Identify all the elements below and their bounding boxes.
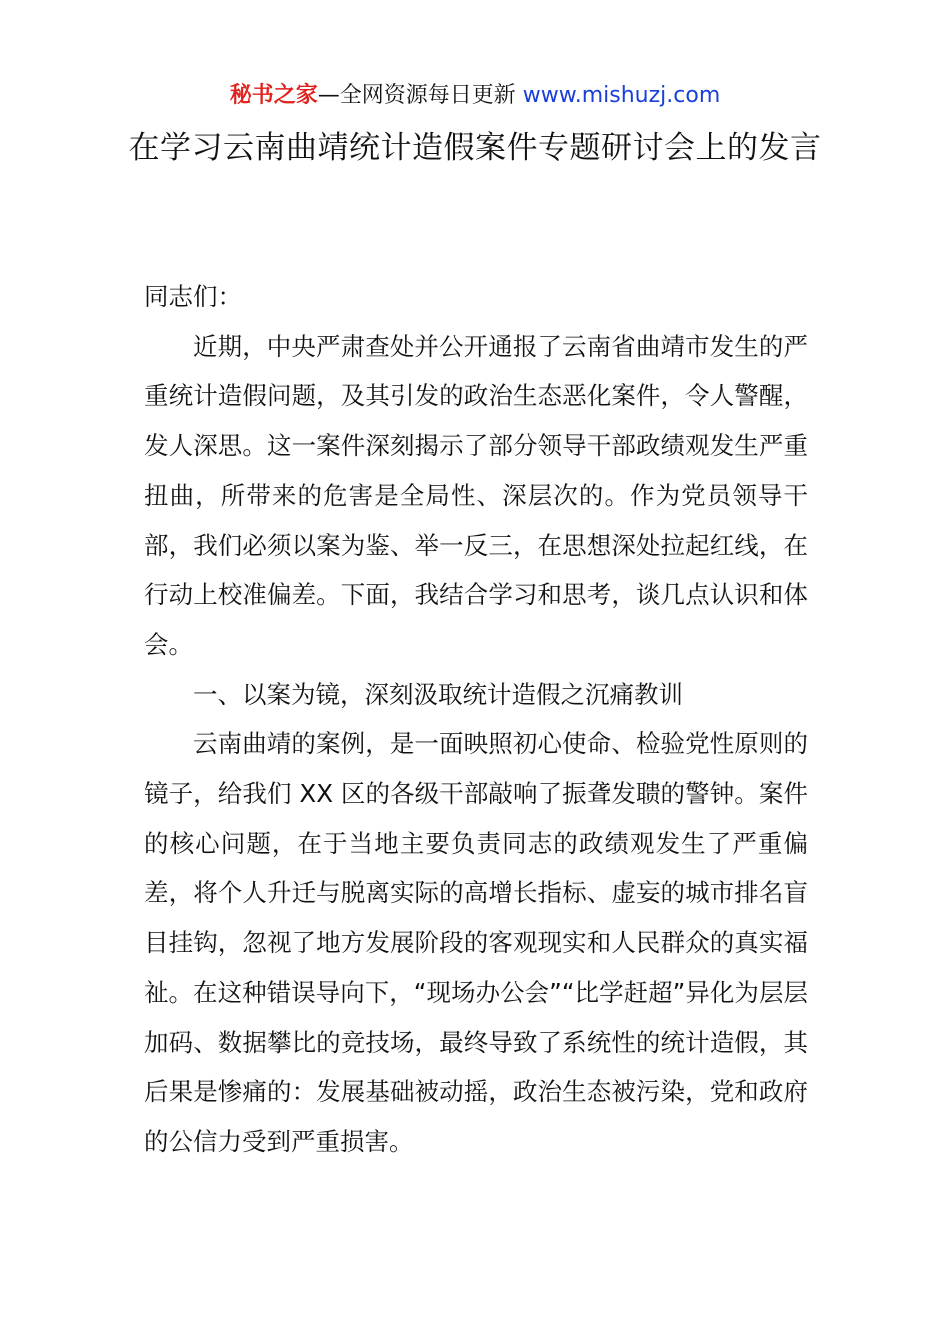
- site-url-link[interactable]: www.mishuzj.com: [522, 83, 721, 108]
- document-body: [144, 272, 808, 1167]
- header-tagline: —全网资源每日更新: [317, 83, 516, 108]
- intro-paragraph: 近期，中央严肃查处并公开通报了云南省曲靖市发生的严重统计造假问题，及其引发的政治生态恶化案件，令人警醒，发人深思。这一案件深刻揭示了部分领导干部政绩观发生严重扭曲，所带来的危害是全局性、深层次的。作为党员领导干部，我们必须以案为鉴、举一反三，在思想深处拉起红线，在行动上校准偏差。下面，我结合学习和思考，谈几点认识和体会。: [144, 331, 808, 659]
- brand-name: 秘书之家: [229, 83, 318, 108]
- salutation: 同志们：: [144, 282, 242, 311]
- site-header: [0, 80, 950, 112]
- document-title: 在学习云南曲靖统计造假案件专题研讨会上的发言: [128, 130, 822, 166]
- section-heading: 一、以案为镜，深刻汲取统计造假之沉痛教训: [193, 679, 683, 709]
- body-paragraph: 云南曲靖的案例，是一面映照初心使命、检验党性原则的镜子，给我们 XX 区的各级干部敲响了振聋发聩的警钟。案件的核心问题，在于当地主要负责同志的政绩观发生了严重偏差，将个人升迁与脱离实际的高增长指标、虚妄的城市排名盲目挂钩，忽视了地方发展阶段的客观现实和人民群众的真实福祉。在这种错误导向下，“现场办公会”“比学赶超”异化为层层加码、数据攀比的竞技场，最终导致了系统性的统计造假，其后果是惨痛的：发展基础被动摇，政治生态被污染，党和政府的公信力受到严重损害。: [144, 729, 808, 1156]
